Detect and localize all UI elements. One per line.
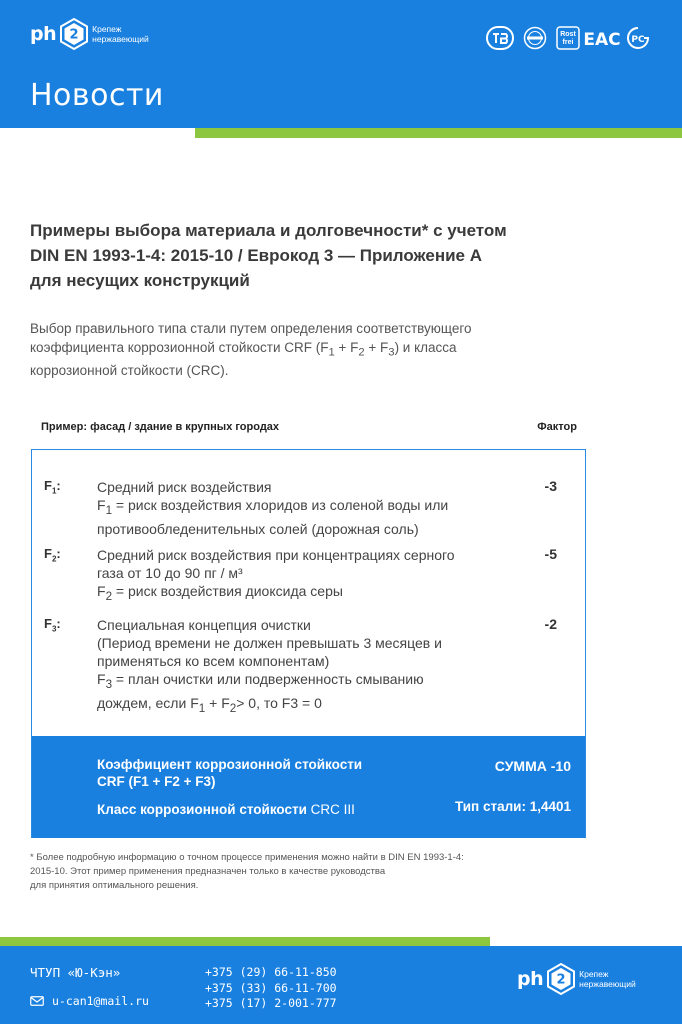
accent-stripe-top [195,128,682,138]
article-headline: Примеры выбора материала и долговечности* с учетом DIN EN 1993-1-4: 2015-10 / Еврокод 3 — Приложение А для несущих конструкций [30,221,507,290]
row-description: Специальная концепция очистки (Период времени не должен превышать 3 месяцев и применяться ко всем компонентам) $F_3$ = план очистки или подверженность смыванию дождем, если $F_1 + F_2> 0$, то F3 = 0 [97,617,442,715]
hexagon-logo-icon [547,963,575,995]
row-description: Средний риск воздействия при концентрациях серного газа от 10 до 90 пг / м³ $F_2$ = риск воздействия диоксида серы [97,547,455,603]
brand-logo[interactable] [30,18,149,50]
phone-number[interactable]: +375 (29) 66-11-850 [205,965,337,979]
rostfrei-icon [556,26,580,50]
phone-number[interactable]: +375 (33) 66-11-700 [205,980,337,995]
logo-tagline: Крепеж нержавеющий [579,969,636,989]
mail-icon [30,996,44,1006]
row-label: $F_2$: [44,546,61,564]
logo-number: 2 [69,27,79,43]
email-link[interactable] [30,994,149,1008]
factor-table [31,449,586,838]
header [0,0,682,128]
footnote: * Более подробную информацию о точном процессе применения можно найти в DIN EN 1993-1-4: 2015-10. Этот пример применения предназначен только в качестве руководства для принятия оптимального решения. [30,852,464,891]
logo-number: 2 [556,972,566,988]
hexagon-logo-icon [60,18,88,50]
crf-label: Коэффициент коррозионной стойкости CRF (F1 + F2 + F3) [97,757,363,789]
svg-text:frei: frei [562,39,574,46]
row-description: Средний риск воздействия $F_1$ = риск воздействия хлоридов из соленой воды или противообледенительных солей (дорожная соль) [97,479,449,537]
steel-type: Тип стали: 1,4401 [455,799,571,814]
phone-number[interactable]: +375 (17) 2-001-777 [205,996,337,1010]
row-factor: -3 [544,478,557,494]
logo-tagline: Крепеж нержавеющий [92,24,149,44]
row-factor: -5 [544,546,557,562]
footer [0,946,682,1024]
accent-stripe-bottom [0,937,490,946]
stb-icon [486,26,514,50]
logo-brand: ph [30,23,57,45]
crc-label: Класс коррозионной стойкости CRC III [97,802,355,817]
svg-text:EAC: EAC [583,30,621,50]
svg-text:Rost: Rost [560,31,576,38]
eac-icon [583,26,621,50]
pc-icon [624,26,652,50]
page-title: Новости [30,78,164,113]
intro-paragraph: Выбор правильного типа стали путем определения соответствующего коэффициента коррозионной стойкости CRF $(F_1 + F_2 + F_3)$ и класса коррозионной стойкости (CRC). [30,321,472,378]
table-header-factor: Фактор [537,421,577,433]
row-label: $F_3$: [44,616,61,634]
email-address: u-can1@mail.ru [52,994,149,1008]
svg-text:PC: PC [631,35,645,45]
company-name: ЧТУП «Ю-Кэн» [30,965,121,980]
footer-brand-logo[interactable] [517,963,636,995]
phone-list [205,965,337,1012]
row-label: $F_1$: [44,478,61,496]
quality-seal-icon [523,26,547,50]
summary-panel [32,736,585,838]
certification-marks [486,26,652,50]
logo-brand: ph [517,968,544,990]
sum-value: СУММА -10 [494,758,571,774]
table-header-example: Пример: фасад / здание в крупных городах [41,421,280,433]
row-factor: -2 [544,616,557,632]
